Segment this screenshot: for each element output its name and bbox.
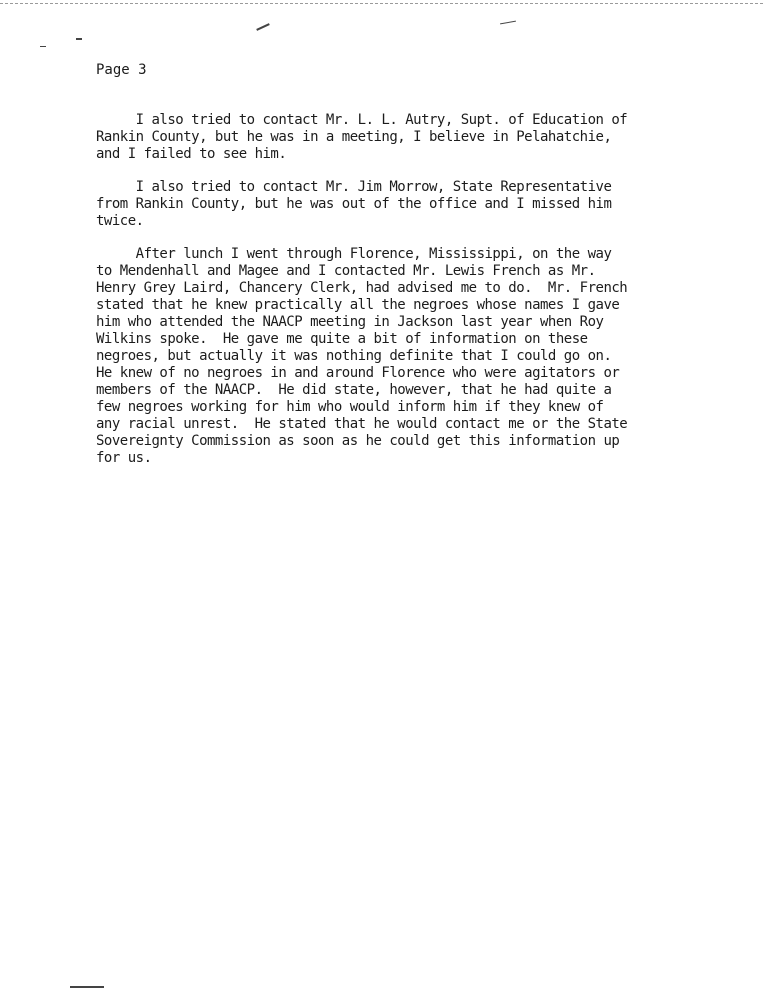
top-dashed-border (0, 3, 763, 4)
scan-mark (256, 23, 270, 31)
text-line: Henry Grey Laird, Chancery Clerk, had advised me to do. Mr. French (96, 280, 628, 296)
text-line: stated that he knew practically all the negroes whose names I gave (96, 297, 620, 313)
scan-mark (76, 38, 82, 40)
scan-mark (40, 46, 46, 47)
text-line: to Mendenhall and Magee and I contacted Mr. Lewis French as Mr. (96, 263, 596, 279)
text-line: Wilkins spoke. He gave me quite a bit of information on these (96, 331, 588, 347)
text-line: After lunch I went through Florence, Mississippi, on the way (96, 246, 612, 262)
text-line: and I failed to see him. (96, 146, 287, 162)
scan-mark (70, 986, 104, 988)
text-line: He knew of no negroes in and around Florence who were agitators or (96, 365, 620, 381)
scan-mark (500, 21, 516, 25)
text-line: Sovereignty Commission as soon as he could get this information up (96, 433, 620, 449)
text-line: negroes, but actually it was nothing definite that I could go on. (96, 348, 612, 364)
text-line: members of the NAACP. He did state, however, that he had quite a (96, 382, 612, 398)
page-number: Page 3 (96, 62, 147, 78)
text-line: him who attended the NAACP meeting in Jackson last year when Roy (96, 314, 604, 330)
text-line: Rankin County, but he was in a meeting, I believe in Pelahatchie, (96, 129, 612, 145)
text-line: few negroes working for him who would inform him if they knew of (96, 399, 604, 415)
text-line: twice. (96, 213, 144, 229)
text-line: any racial unrest. He stated that he would contact me or the State (96, 416, 628, 432)
text-line: I also tried to contact Mr. Jim Morrow, State Representative (96, 179, 612, 195)
text-line: for us. (96, 450, 152, 466)
text-line: I also tried to contact Mr. L. L. Autry, Supt. of Education of (96, 112, 628, 128)
text-line: from Rankin County, but he was out of the office and I missed him (96, 196, 612, 212)
